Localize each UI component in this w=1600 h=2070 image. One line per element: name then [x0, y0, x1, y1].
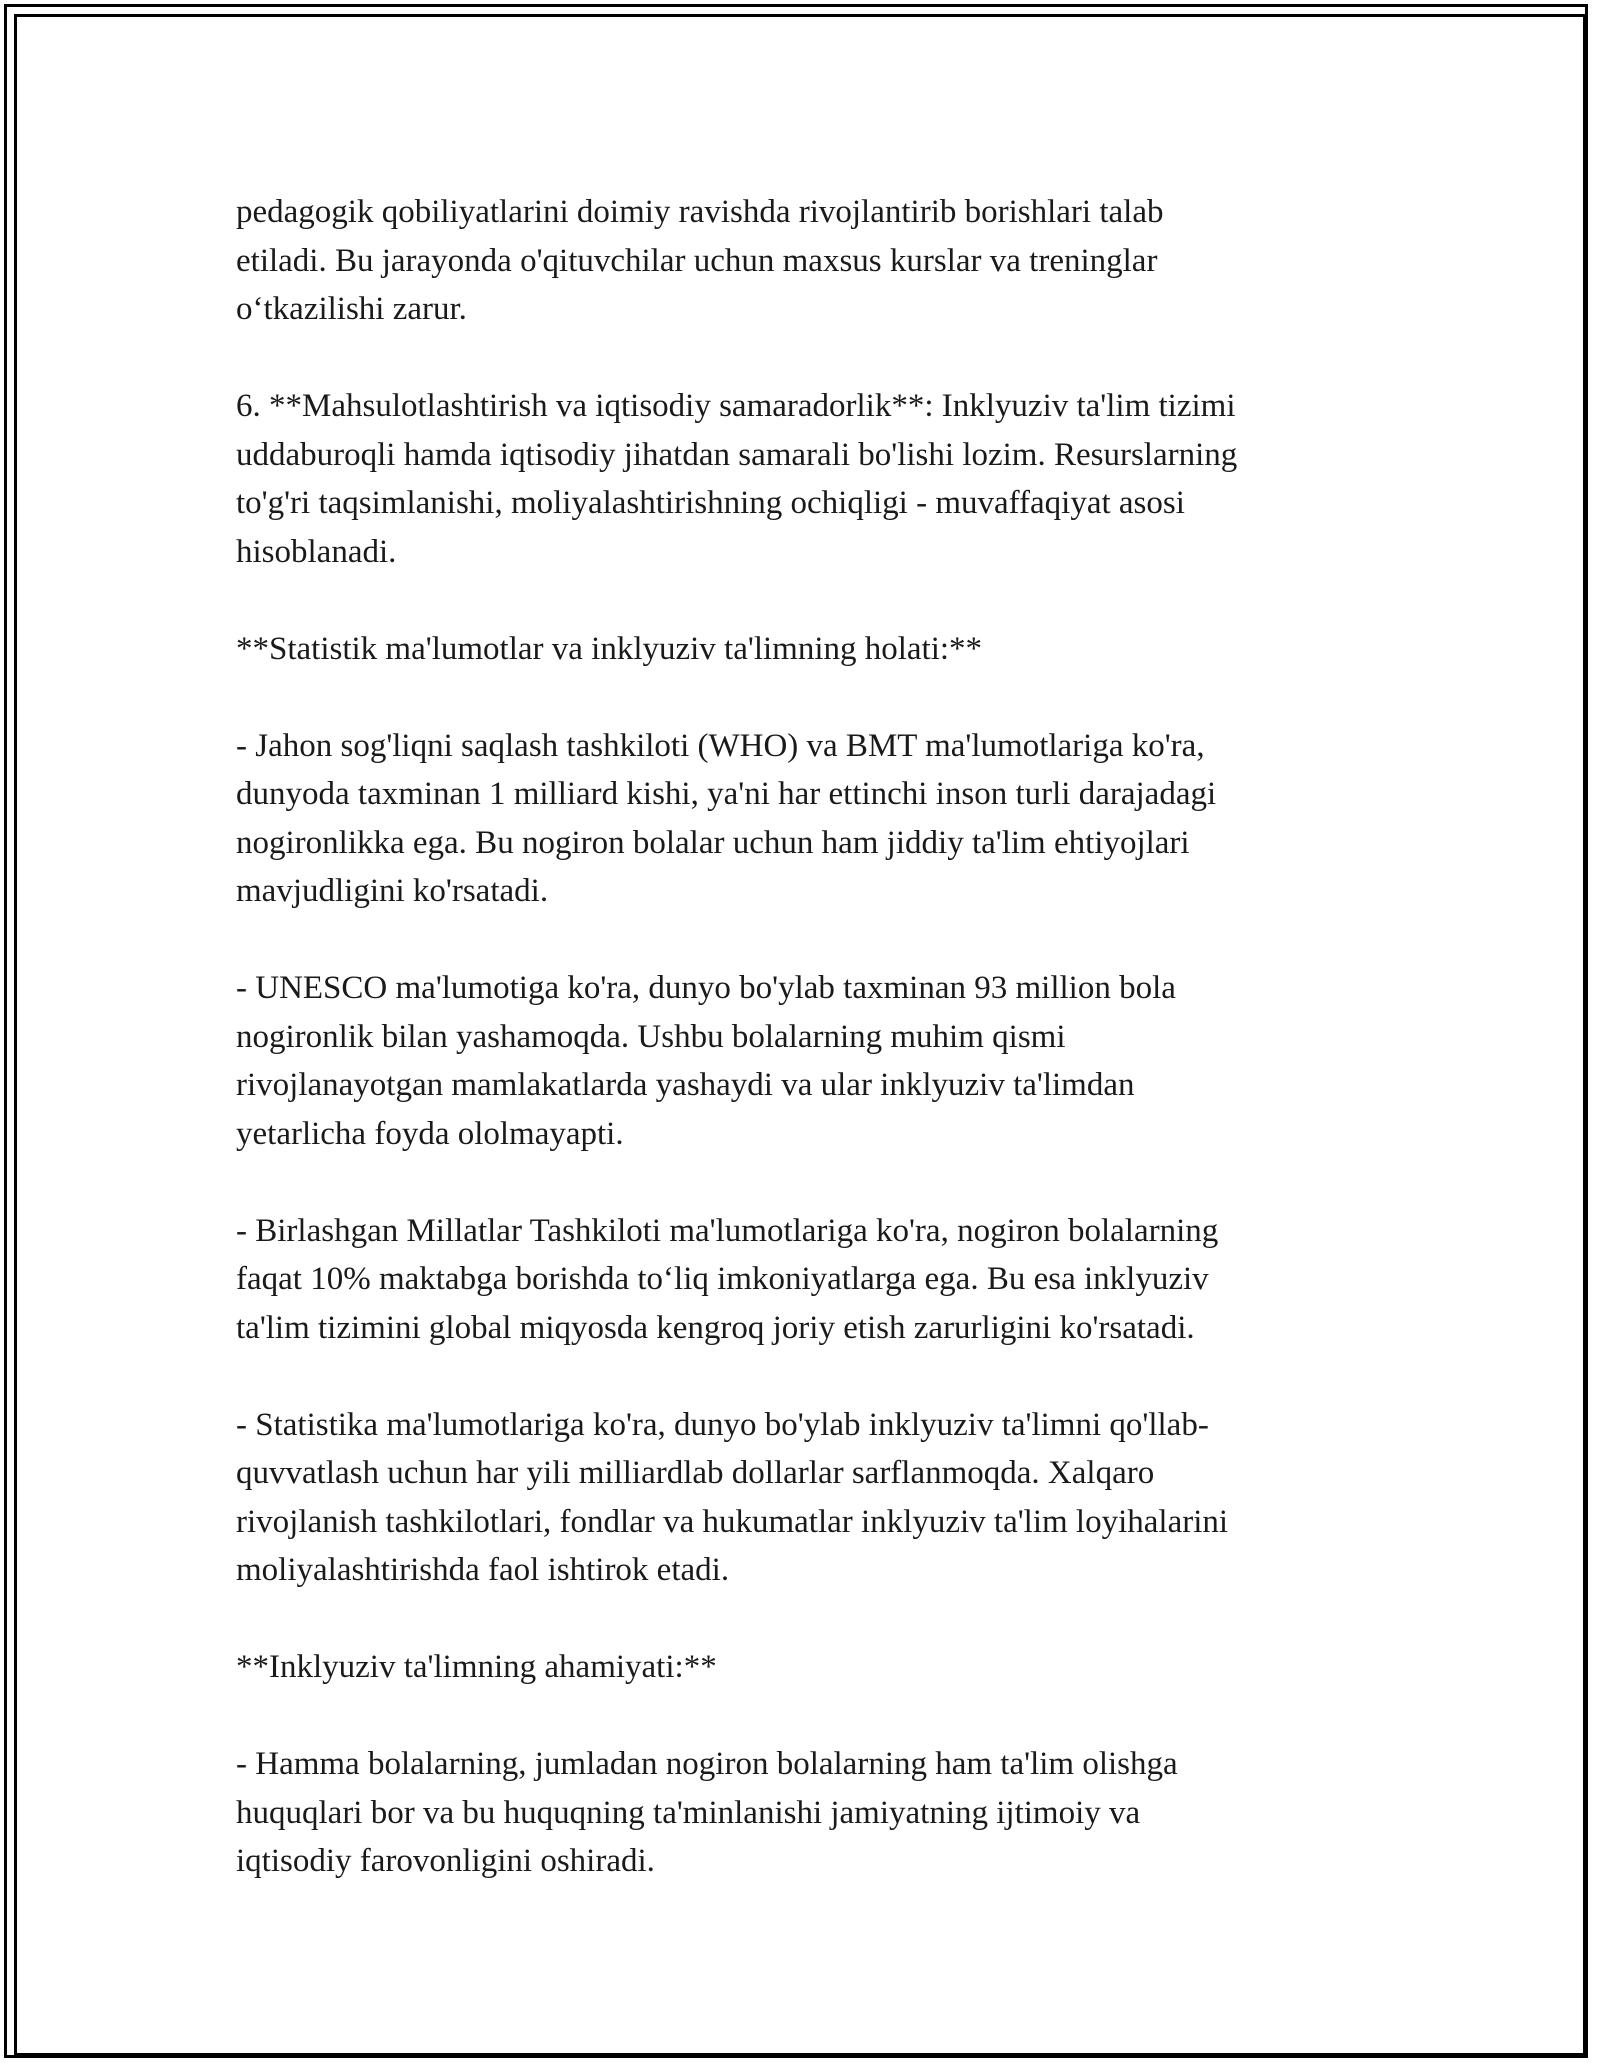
document-body	[236, 188, 1366, 1934]
paragraph-pedagogik-qobiliyatlar: pedagogik qobiliyatlarini doimiy ravishda rivojlantirib borishlari talab etiladi. Bu jarayonda o'qituvchilar uchun maxsus kurslar va treninglar o‘tkazilishi zarur.	[236, 194, 1164, 327]
heading-statistik-malumotlar: **Statistik ma'lumotlar va inklyuziv ta'limning holati:**	[236, 630, 983, 667]
list-item-who-bmt: - Jahon sog'liqni saqlash tashkiloti (WHO) va BMT ma'lumotlariga ko'ra, dunyoda taxminan 1 milliard kishi, ya'ni har ettinchi inson turli darajadagi nogironlikka ega. Bu nogiron bolalar uchun ham jiddiy ta'lim ehtiyojlari mavjudligini ko'rsatadi.	[236, 727, 1217, 909]
list-item-statistika-moliyalashtirish: - Statistika ma'lumotlariga ko'ra, dunyo bo'ylab inklyuziv ta'limni qo'llab- quvvatlash uchun har yili milliardlab dollarlar sarflanmoqda. Xalqaro rivojlanish tashkilotlari, fondlar va hukumatlar inklyuziv ta'lim loyihalarini moliyalashtirishda faol ishtirok etadi.	[236, 1406, 1229, 1588]
heading-inklyuziv-ahamiyati: **Inklyuziv ta'limning ahamiyati:**	[236, 1649, 717, 1685]
list-item-hamma-bolalar: - Hamma bolalarning, jumladan nogiron bolalarning ham ta'lim olishga huquqlari bor va bu huquqning ta'minlanishi jamiyatning ijtimoiy va iqtisodiy farovonligini oshiradi.	[236, 1746, 1178, 1879]
paragraph-mahsulotlashtirish: 6. **Mahsulotlashtirish va iqtisodiy samaradorlik**: Inklyuziv ta'lim tizimi uddaburoqli hamda iqtisodiy jihatdan samarali bo'lishi lozim. Resurslarning to'g'ri taqsimlanishi, moliyalashtirishning ochiqligi - muvaffaqiyat asosi hisoblanadi.	[236, 388, 1238, 570]
list-item-bmt-10-percent: - Birlashgan Millatlar Tashkiloti ma'lumotlariga ko'ra, nogiron bolalarning faqat 10% maktabga borishda to‘liq imkoniyatlarga ega. Bu esa inklyuziv ta'lim tizimini global miqyosda kengroq joriy etish zarurligini ko'rsatadi.	[236, 1212, 1219, 1346]
list-item-unesco: - UNESCO ma'lumotiga ko'ra, dunyo bo'ylab taxminan 93 million bola nogironlik bilan yashamoqda. Ushbu bolalarning muhim qismi rivojlanayotgan mamlakatlarda yashaydi va ular inklyuziv ta'limdan yetarlicha foyda ololmayapti.	[236, 970, 1176, 1152]
